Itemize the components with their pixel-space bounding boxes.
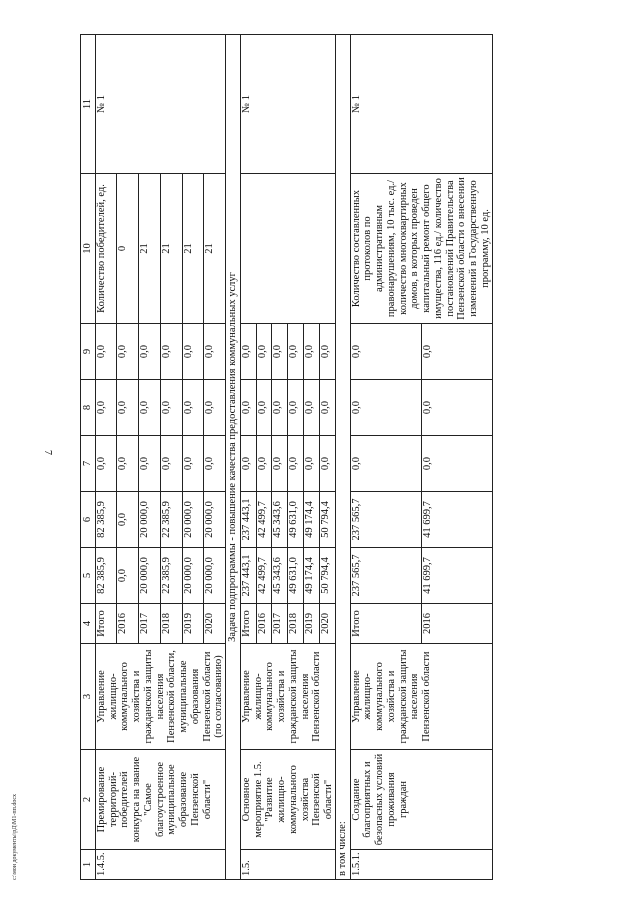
value-cell: 0,0: [350, 436, 421, 492]
value-cell: 20 000,0: [204, 548, 226, 604]
value-cell: 0,0: [117, 548, 139, 604]
value-cell: 42 499,7: [256, 492, 272, 548]
value-cell: 20 000,0: [204, 492, 226, 548]
year-cell: 2017: [139, 604, 161, 644]
task-row: [226, 35, 241, 880]
value-cell: 237 565,7: [350, 492, 421, 548]
value-cell: 0,0: [182, 324, 204, 380]
value-cell: 237 443,1: [240, 492, 256, 548]
indicator-text: Количество составленных протоколов по административным правонарушениям, 10 тыс. ед./ количество многоквартирных домов, в которых проведен капитальный ремонт общего имущества, 116 ед./ количество постановлений Правительства Пензенской области о внесении изменений в Государственную программу, 10 ед.: [350, 174, 492, 324]
col-num: 11: [81, 35, 96, 174]
value-cell: 45 343,6: [272, 492, 288, 548]
value-cell: 237 443,1: [240, 548, 256, 604]
col-num: 5: [81, 548, 96, 604]
year-cell: 2018: [288, 604, 304, 644]
value-cell: 20 000,0: [182, 548, 204, 604]
value-cell: 22 385,9: [160, 548, 182, 604]
value-cell: 0,0: [117, 380, 139, 436]
value-cell: 0,0: [304, 436, 320, 492]
value-cell: 0,0: [204, 324, 226, 380]
table-row: [240, 35, 256, 880]
value-cell: 82 385,9: [95, 492, 117, 548]
value-cell: 0,0: [319, 324, 335, 380]
value-cell: 22 385,9: [160, 492, 182, 548]
value-cell: 0,0: [421, 380, 492, 436]
year-cell: Итого: [95, 604, 117, 644]
value-cell: 20 000,0: [139, 548, 161, 604]
link-cell: № 1: [350, 35, 492, 174]
value-cell: 49 174,4: [304, 548, 320, 604]
value-cell: 20 000,0: [139, 492, 161, 548]
measure-name: Создание благоприятных и безопасных условий проживания граждан: [350, 750, 492, 850]
value-cell: 0,0: [256, 324, 272, 380]
value-cell: 0,0: [160, 380, 182, 436]
executor: Управление жилищно-коммунального хозяйства и гражданской защиты населения Пензенской области: [350, 644, 492, 750]
value-cell: 0,0: [117, 436, 139, 492]
value-cell: 0,0: [319, 380, 335, 436]
value-cell: 0,0: [240, 436, 256, 492]
value-cell: 42 499,7: [256, 548, 272, 604]
value-cell: 49 631,0: [288, 548, 304, 604]
col-num: 1: [81, 850, 96, 880]
year-cell: 2019: [304, 604, 320, 644]
value-cell: 45 343,6: [272, 548, 288, 604]
indicator-title: Количество победителей, ед.: [95, 174, 117, 324]
value-cell: 50 794,4: [319, 548, 335, 604]
value-cell: 49 174,4: [304, 492, 320, 548]
col-num: 6: [81, 492, 96, 548]
value-cell: 0,0: [182, 436, 204, 492]
indicator-value: 0: [117, 174, 139, 324]
value-cell: 0,0: [319, 436, 335, 492]
value-cell: 0,0: [272, 436, 288, 492]
value-cell: 0,0: [256, 436, 272, 492]
indicator-value: 21: [139, 174, 161, 324]
row-id: 1.4.5.: [95, 850, 225, 880]
value-cell: 0,0: [288, 380, 304, 436]
value-cell: 0,0: [204, 380, 226, 436]
measure-name: Основное мероприятие 1.5. "Развитие жилищно-коммунального хозяйства Пензенской области": [240, 750, 335, 850]
value-cell: 0,0: [139, 380, 161, 436]
value-cell: 0,0: [139, 324, 161, 380]
value-cell: 20 000,0: [182, 492, 204, 548]
value-cell: 0,0: [256, 380, 272, 436]
value-cell: 50 794,4: [319, 492, 335, 548]
indicator-empty: [240, 174, 335, 324]
row-id: 1.5.: [240, 850, 335, 880]
value-cell: 0,0: [421, 324, 492, 380]
year-cell: Итого: [240, 604, 256, 644]
in-that-number: в том числе:: [335, 35, 350, 880]
value-cell: 41 699,7: [421, 548, 492, 604]
year-cell: 2020: [204, 604, 226, 644]
col-num: 3: [81, 644, 96, 750]
year-cell: 2018: [160, 604, 182, 644]
value-cell: 0,0: [288, 324, 304, 380]
indicator-value: 21: [204, 174, 226, 324]
year-cell: 2016: [117, 604, 139, 644]
value-cell: 0,0: [139, 436, 161, 492]
value-cell: 0,0: [304, 380, 320, 436]
executor: Управление жилищно-коммунального хозяйства и гражданской защиты населения Пензенской области: [240, 644, 335, 750]
value-cell: 0,0: [95, 380, 117, 436]
link-cell: № 1: [240, 35, 335, 174]
value-cell: 0,0: [350, 324, 421, 380]
value-cell: 41 699,7: [421, 492, 492, 548]
value-cell: 82 385,9: [95, 548, 117, 604]
year-cell: 2020: [319, 604, 335, 644]
value-cell: 0,0: [117, 324, 139, 380]
page-number: 7: [42, 450, 53, 455]
program-table: [80, 34, 493, 880]
value-cell: 0,0: [95, 324, 117, 380]
col-num: 9: [81, 324, 96, 380]
value-cell: 0,0: [240, 324, 256, 380]
header-row: [81, 35, 96, 880]
row-id: 1.5.1.: [350, 850, 492, 880]
value-cell: 0,0: [240, 380, 256, 436]
value-cell: 0,0: [95, 436, 117, 492]
year-cell: 2019: [182, 604, 204, 644]
col-num: 8: [81, 380, 96, 436]
year-cell: 2017: [272, 604, 288, 644]
year-cell: 2016: [256, 604, 272, 644]
value-cell: 0,0: [182, 380, 204, 436]
value-cell: 0,0: [304, 324, 320, 380]
value-cell: 0,0: [288, 436, 304, 492]
col-num: 10: [81, 174, 96, 324]
table-row: [350, 35, 421, 880]
task-title: Задача подпрограммы - повышение качества предоставления коммунальных услуг: [226, 35, 241, 880]
executor: Управление жилищно-коммунального хозяйства и гражданской защиты населения Пензенской области, муниципальные образования Пензенской области (по согласованию): [95, 644, 225, 750]
rotated-table-area: [80, 35, 614, 880]
indicator-value: 21: [182, 174, 204, 324]
value-cell: 237 565,7: [350, 548, 421, 604]
value-cell: 0,0: [421, 436, 492, 492]
measure-name: Премирование территорий-победителей конкурса на звание "Самое благоустроенное муниципальное образование Пензенской области": [95, 750, 225, 850]
col-num: 4: [81, 604, 96, 644]
footer-path: c:\мои документы\рД\М1-пп.docx: [12, 794, 18, 880]
col-num: 2: [81, 750, 96, 850]
value-cell: 0,0: [160, 324, 182, 380]
indicator-value: 21: [160, 174, 182, 324]
link-cell: № 1: [95, 35, 225, 174]
value-cell: 0,0: [272, 380, 288, 436]
value-cell: 0,0: [350, 380, 421, 436]
value-cell: 0,0: [117, 492, 139, 548]
value-cell: 0,0: [272, 324, 288, 380]
table-row: [95, 35, 117, 880]
col-num: 7: [81, 436, 96, 492]
year-cell: Итого: [350, 604, 421, 644]
year-cell: 2016: [421, 604, 492, 644]
value-cell: 0,0: [204, 436, 226, 492]
value-cell: 0,0: [160, 436, 182, 492]
value-cell: 49 631,0: [288, 492, 304, 548]
subheading-row: [335, 35, 350, 880]
